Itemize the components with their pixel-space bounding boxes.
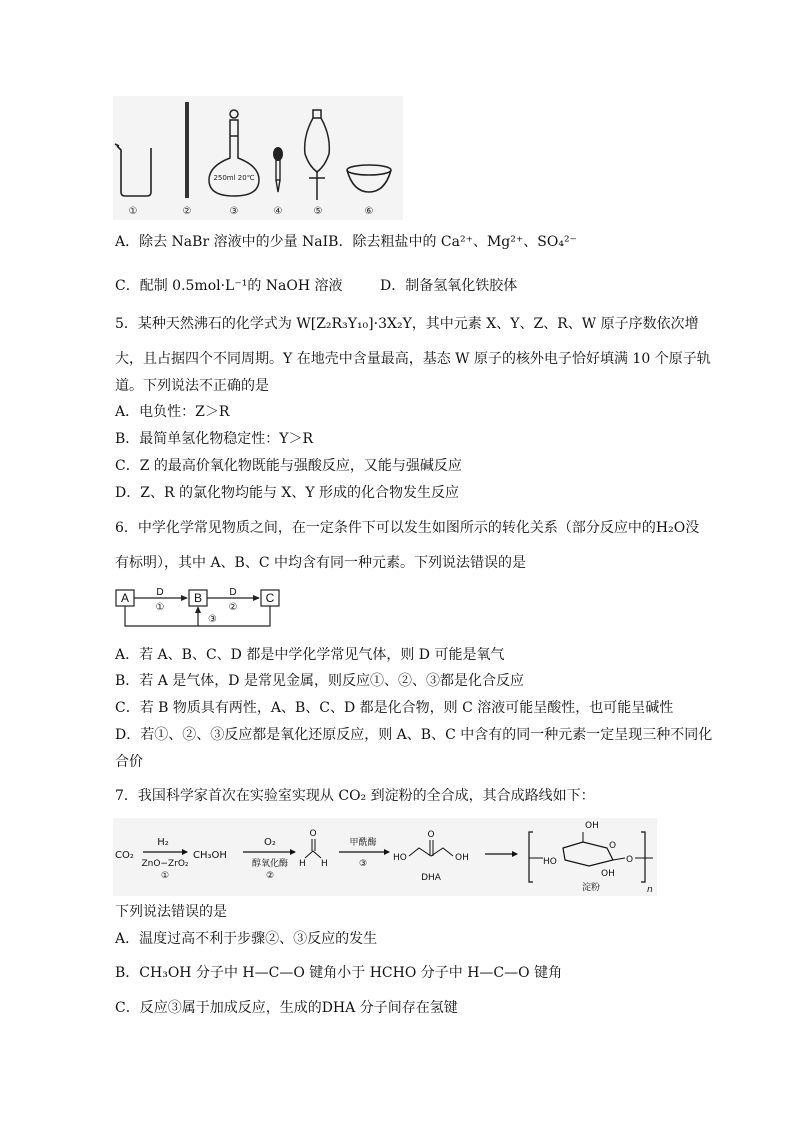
route-catalyst: ZnO−ZrO₂ — [141, 859, 189, 869]
label-4: ④ — [273, 206, 283, 217]
arrow-1-head — [181, 595, 188, 601]
q5-stem-line3: 道。下列说法不正确的是 — [115, 378, 269, 394]
route-arrow-3-head — [384, 849, 390, 855]
dha-oh: OH — [455, 853, 469, 863]
route-h2: H₂ — [157, 837, 169, 848]
q4-option-ab: A．除去 NaBr 溶液中的少量 NaIB．除去粗盐中的 Ca²⁺、Mg²⁺、SO₄²⁻ — [115, 234, 577, 250]
aldehyde-h-right: H — [321, 859, 328, 869]
q7-option-a: A．温度过高不利于步骤②、③反应的发生 — [115, 931, 378, 947]
dha-ho: HO — [393, 853, 407, 863]
label-2: ② — [182, 206, 192, 217]
apparatus-figure — [113, 96, 403, 220]
q4-option-d: D．制备氢氧化铁胶体 — [380, 278, 518, 294]
q7-stem: 7．我国科学家首次在实验室实现从 CO₂ 到淀粉的全合成，其合成路线如下： — [115, 788, 595, 804]
starch-label: 淀粉 — [581, 883, 601, 893]
q5-option-b: B．最简单氢化物稳定性：Y＞R — [115, 431, 314, 447]
q6-conversion-diagram — [115, 586, 285, 634]
q5-option-a: A．电负性：Z＞R — [115, 404, 230, 420]
q5-stem-line1: 5．某种天然沸石的化学式为 W[Z₂R₃Y₁₀]·3X₂Y，其中元素 X、Y、Z、R、W 原子序数依次增 — [115, 316, 699, 332]
q6-stem-line1: 6．中学化学常见物质之间，在一定条件下可以发生如图所示的转化关系（部分反应中的H₂O没 — [115, 520, 700, 536]
synthesis-route-figure — [113, 818, 657, 896]
route-enzyme-2: 甲酰酶 — [349, 838, 377, 848]
apparatus-drawing — [113, 96, 403, 220]
route-step-3: ③ — [358, 859, 368, 869]
aldehyde-o: O — [309, 829, 317, 839]
evaporating-dish-icon — [347, 165, 391, 192]
beaker-icon — [115, 144, 151, 196]
flask-volume-text: 250ml 20℃ — [213, 174, 255, 182]
starch-bracket-left — [529, 832, 533, 882]
q7-lead: 下列说法错误的是 — [115, 904, 227, 920]
route-arrow-2-head — [290, 849, 296, 855]
starch-oh: OH — [601, 869, 615, 879]
step-3-label: ③ — [208, 614, 217, 625]
aldehyde-h-left: H — [299, 859, 306, 869]
q7-option-c: C．反应③属于加成反应，生成的DHA 分子间存在氢键 — [115, 1000, 458, 1016]
q6-stem-line2: 有标明），其中 A、B、C 中均含有同一种元素。下列说法错误的是 — [115, 555, 527, 571]
q6-option-d-line1: D．若①、②、③反应都是氧化还原反应，则 A、B、C 中含有的同一种元素一定呈现三种不同化 — [115, 727, 713, 743]
route-step-1: ① — [160, 871, 170, 881]
separatory-funnel-icon — [305, 110, 330, 200]
route-arrow-4-head — [512, 851, 518, 857]
reagent-d2: D — [229, 587, 237, 598]
starch-ring-o: O — [609, 841, 617, 851]
reagent-d1: D — [156, 587, 164, 598]
step-1-label: ① — [155, 602, 165, 613]
route-enzyme-1: 醇氧化酶 — [251, 859, 289, 869]
q5-stem-line2: 大，且占据四个不同周期。Y 在地壳中含量最高，基态 W 原子的核外电子恰好填满 10 个原子轨 — [115, 351, 711, 367]
dropper-icon — [273, 147, 283, 192]
dha-o: O — [427, 830, 435, 840]
q5-option-c: C．Z 的最高价氧化物既能与强酸反应，又能与强碱反应 — [115, 458, 462, 474]
arrow-3-head — [195, 606, 201, 613]
label-6: ⑥ — [364, 206, 374, 217]
volumetric-flask-icon — [209, 110, 259, 196]
starch-ho: HO — [543, 857, 557, 867]
starch-link-o: O — [626, 855, 634, 865]
glucose-ring — [563, 842, 613, 866]
label-3: ③ — [229, 206, 239, 217]
arrow-2-head — [253, 595, 260, 601]
label-1: ① — [128, 206, 138, 217]
step-2-label: ② — [228, 602, 238, 613]
route-ch3oh: CH₃OH — [193, 850, 227, 861]
q6-option-a: A．若 A、B、C、D 都是中学化学常见气体，则 D 可能是氧气 — [115, 647, 505, 663]
box-c-label: C — [265, 591, 275, 605]
q5-option-d: D．Z、R 的氯化物均能与 X、Y 形成的化合物发生反应 — [115, 485, 460, 501]
route-arrow-1-head — [182, 849, 188, 855]
box-b-label: B — [193, 591, 203, 605]
q7-option-b: B．CH₃OH 分子中 H—C—O 键角小于 HCHO 分子中 H—C—O 键角 — [115, 965, 563, 981]
dha-label: DHA — [421, 873, 441, 883]
glass-rod-icon — [185, 102, 189, 198]
starch-n: n — [647, 885, 653, 895]
route-step-2: ② — [265, 871, 275, 881]
starch-oh-top: OH — [585, 821, 599, 831]
starch-bracket-right — [641, 832, 645, 882]
route-co2: CO₂ — [115, 850, 134, 861]
q6-option-d-line2: 合价 — [115, 754, 143, 770]
route-o2: O₂ — [264, 837, 276, 848]
q6-option-c: C．若 B 物质具有两性，A、B、C、D 都是化合物，则 C 溶液可能呈酸性，也可能呈碱性 — [115, 700, 674, 716]
label-5: ⑤ — [313, 206, 323, 217]
q4-option-c: C．配制 0.5mol·L⁻¹的 NaOH 溶液 — [115, 278, 343, 294]
box-a-label: A — [120, 591, 130, 605]
q6-option-b: B．若 A 是气体，D 是常见金属，则反应①、②、③都是化合反应 — [115, 673, 524, 689]
